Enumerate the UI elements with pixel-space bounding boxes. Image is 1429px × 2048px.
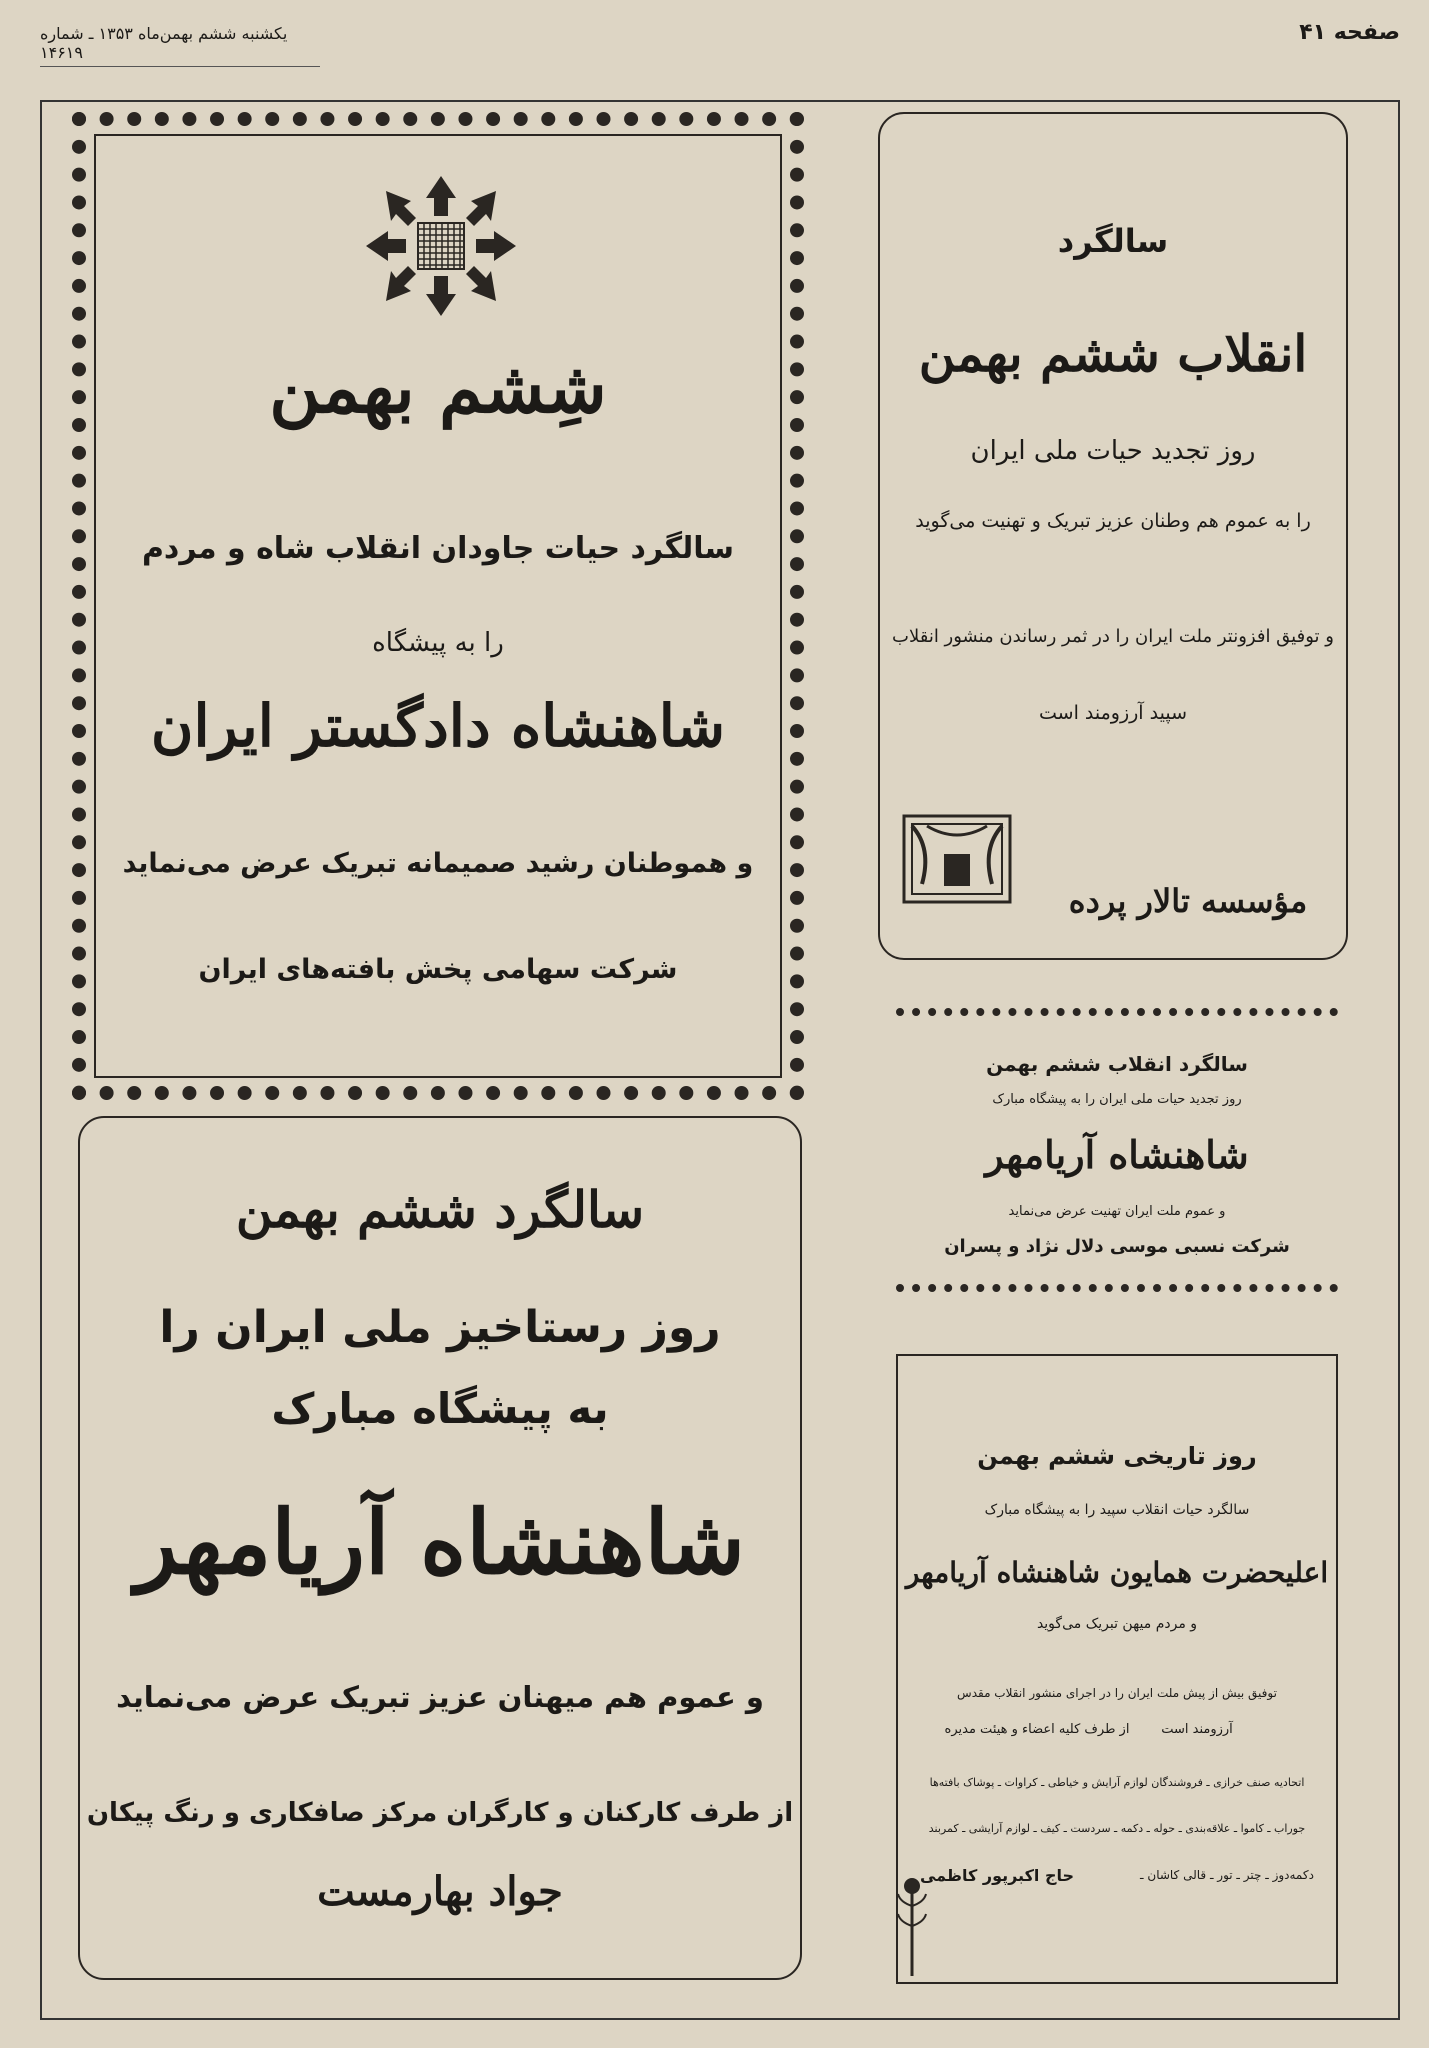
ad-left-bottom-line4: شاهنشاه آریامهر: [134, 1490, 746, 1594]
ad-right-bottom-line8: اتحادیه صنف خرازی ـ فروشندگان لوازم آرایش و خیاطی ـ کراوات ـ پوشاک بافته‌ها: [929, 1776, 1305, 1789]
ad-right-top-line3: روز تجدید حیات ملی ایران: [970, 436, 1256, 466]
ad-left-top-line4: و هموطنان رشید صمیمانه تبریک عرض می‌نماید: [122, 848, 754, 879]
ad-right-top-line2: انقلاب ششم بهمن: [918, 324, 1308, 383]
ad-left-top-line1: سالگرد حیات جاودان انقلاب شاه و مردم: [141, 531, 735, 566]
ad-right-bottom-line1: روز تاریخی ششم بهمن: [977, 1442, 1257, 1470]
talar-pardeh-logo-icon: [902, 814, 1012, 904]
ad-right-middle-line2: روز تجدید حیات ملی ایران را به پیشگاه مبارک: [992, 1092, 1242, 1107]
ad-right-bottom-line10: دکمه‌دوز ـ چتر ـ تور ـ قالی کاشان ـ: [1140, 1868, 1314, 1882]
page-header: [40, 20, 1400, 62]
ad-right-top-signature: مؤسسه تالار پرده: [1068, 882, 1308, 920]
ad-right-bottom-line3: اعلیحضرت همایون شاهنشاه آریامهر: [905, 1556, 1329, 1589]
ad-right-bottom-line9: جوراب ـ کاموا ـ علاقه‌بندی ـ حوله ـ دکمه ـ سردست ـ کیف ـ لوازم آرایشی ـ کمربند: [928, 1822, 1306, 1835]
ad-left-bottom: [78, 1116, 802, 1980]
ad-left-bottom-line6: از طرف کارکنان و کارگران مرکز صافکاری و رنگ پیکان: [86, 1798, 794, 1828]
ad-left-bottom-line2: روز رستاخیز ملی ایران را: [159, 1302, 721, 1353]
ad-right-middle-line3: شاهنشاه آریامهر: [985, 1132, 1249, 1177]
ad-right-bottom: [896, 1354, 1338, 1984]
ad-right-middle-line4: و عموم ملت ایران تهنیت عرض می‌نماید: [1008, 1204, 1226, 1219]
ad-left-bottom-signature: جواد بهارمست: [317, 1868, 563, 1915]
ad-left-top-line3: شاهنشاه دادگستر ایران: [150, 692, 726, 760]
ad-right-middle-signature: شرکت نسبی موسی دلال نژاد و پسران: [944, 1236, 1290, 1257]
ad-right-top-line6: سپید آرزومند است: [1039, 702, 1187, 724]
ad-right-top: [878, 112, 1348, 960]
ad-right-bottom-line6: آرزومند است: [1161, 1722, 1233, 1737]
ad-right-top-line5: و توفیق افزونتر ملت ایران را در ثمر رساندن منشور انقلاب: [892, 626, 1334, 647]
ad-right-bottom-line7: از طرف کلیه اعضاء و هیئت مدیره: [944, 1722, 1130, 1737]
ad-right-top-line4: را به عموم هم وطنان عزیز تبریک و تهنیت می‌گوید: [915, 510, 1311, 532]
revolution-emblem-icon: [366, 176, 516, 316]
ornament-sprig-icon: [892, 1876, 932, 1976]
ad-right-middle-line1: سالگرد انقلاب ششم بهمن: [986, 1052, 1248, 1076]
issue-date-line: یکشنبه ششم بهمن‌ماه ۱۳۵۳ ـ شماره ۱۴۶۱۹: [40, 24, 320, 67]
ad-left-top-signature: شرکت سهامی پخش بافته‌های ایران: [198, 954, 678, 985]
ad-right-middle: [896, 1008, 1338, 1292]
ad-left-top-line2: را به پیشگاه: [372, 628, 504, 658]
ad-left-bottom-line3: به پیشگاه مبارک: [271, 1384, 609, 1433]
ad-right-bottom-signature: حاج اکبرپور کاظمی: [919, 1866, 1075, 1885]
ad-right-bottom-line2: سالگرد حیات انقلاب سپید را به پیشگاه مبارک: [984, 1502, 1250, 1518]
ad-left-bottom-line1: سالگرد ششم بهمن: [235, 1180, 645, 1239]
ad-left-top: [72, 112, 804, 1100]
ad-right-bottom-line4: و مردم میهن تبریک می‌گوید: [1036, 1616, 1198, 1632]
ad-right-top-line1: سالگرد: [1057, 222, 1169, 260]
ad-left-bottom-line5: و عموم هم میهنان عزیز تبریک عرض می‌نماید: [116, 1680, 764, 1714]
page-number: صفحه ۴۱: [1299, 20, 1400, 45]
ad-left-top-title: شِشم بهمن: [269, 346, 607, 429]
ad-right-bottom-line5: توفیق بیش از پیش ملت ایران را در اجرای منشور انقلاب مقدس: [957, 1686, 1277, 1700]
